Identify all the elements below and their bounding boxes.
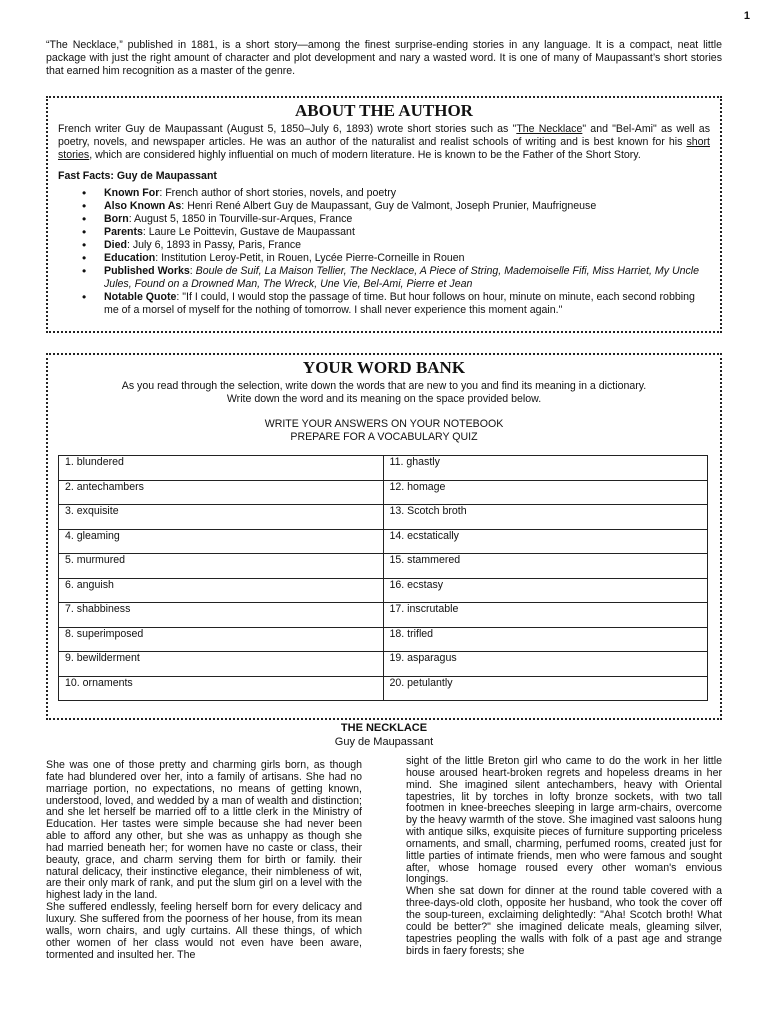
word-cell: 6. anguish: [59, 578, 384, 603]
page-number: 1: [743, 10, 750, 22]
word-cell: 15. stammered: [383, 554, 708, 579]
instructions-line-1: As you read through the selection, write down the words that are new to you and find its meaning in a dictionary.: [121, 380, 647, 392]
fact-value: July 6, 1893 in Passy, Paris, France: [132, 239, 302, 251]
notice-line-2: PREPARE FOR A VOCABULARY QUIZ: [290, 431, 478, 443]
story-author: Guy de Maupassant: [334, 736, 434, 748]
table-row: [59, 603, 708, 628]
word-cell: 20. petulantly: [383, 676, 708, 701]
word-cell: 12. homage: [383, 480, 708, 505]
fact-separator: :: [142, 226, 149, 238]
word-cell: 9. bewilderment: [59, 652, 384, 677]
word-bank-instructions: [58, 380, 710, 406]
instructions-line-2: Write down the word and its meaning on the space provided below.: [226, 393, 542, 405]
story-paragraph: sight of the little Breton girl who came to do the work in her little house aroused heart-broken regrets and hopeless dreams in her mind. She imagined silent antechambers, heavy with Oriental tapestries, lit by torches in lofty bronze sockets, with two tall footmen in knee-breeches sleeping in large arm-chairs, overcome by the heavy warmth of the stove. She imagined vast saloons hung with antique silks, exquisite pieces of furniture supporting priceless ornaments, and small, charming, perfumed rooms, created just for little parties of intimate friends, men who were famous and sought after, whose homage roused every other woman's envious longings.: [406, 755, 722, 886]
word-cell: 2. antechambers: [59, 480, 384, 505]
author-bio: [58, 123, 710, 162]
word-cell: 11. ghastly: [383, 456, 708, 481]
fact-separator: :: [189, 265, 196, 277]
fact-value: French author of short stories, novels, and poetry: [165, 187, 397, 199]
table-row: [59, 456, 708, 481]
fact-value: Institution Leroy-Petit, in Rouen, Lycée Pierre-Corneille in Rouen: [161, 252, 465, 264]
word-cell: 19. asparagus: [383, 652, 708, 677]
table-row: [59, 652, 708, 677]
fact-item: [104, 252, 710, 265]
fact-separator: :: [181, 200, 188, 212]
word-cell: 7. shabbiness: [59, 603, 384, 628]
word-cell: 13. Scotch broth: [383, 505, 708, 530]
word-cell: 1. blundered: [59, 456, 384, 481]
fact-separator: :: [128, 213, 135, 225]
fact-label: Born: [104, 213, 129, 225]
story-title: THE NECKLACE: [340, 722, 428, 734]
fact-item: [104, 200, 710, 213]
fact-label: Parents: [104, 226, 143, 238]
fact-label: Died: [104, 239, 127, 251]
fact-label: Education: [104, 252, 156, 264]
word-cell: 14. ecstatically: [383, 529, 708, 554]
about-author-title: ABOUT THE AUTHOR: [295, 101, 473, 120]
word-bank-table: [58, 455, 708, 701]
fact-item: [104, 239, 710, 252]
word-cell: 8. superimposed: [59, 627, 384, 652]
author-bio-text-a: French writer Guy de Maupassant (August 5, 1850–July 6, 1893) wrote short stories such as ": [58, 123, 517, 135]
word-cell: 18. trifled: [383, 627, 708, 652]
link-short-stories[interactable]: short stories: [58, 136, 710, 161]
intro-paragraph: “The Necklace,” published in 1881, is a short story—among the finest surprise-ending stories in any language. It is a compact, neat little package with just the right amount of character and plot development and nary a wasted word. It is one of many of Maupassant’s short stories that earned him recognition as a master of the genre.: [46, 39, 722, 77]
fact-value: Laure Le Poittevin, Gustave de Maupassant: [148, 226, 355, 238]
word-cell: 17. inscrutable: [383, 603, 708, 628]
story-paragraph: When she sat down for dinner at the round table covered with a three-days-old cloth, opposite her husband, who took the cover off the soup-tureen, exclaiming delightedly: "Aha! Scotch broth! What could be better?" she imagined delicate meals, gleaming silver, tapestries peopling the walls with folk of a past age and strange birds in faery forests; she: [406, 885, 722, 957]
word-bank-box: [46, 353, 722, 720]
fact-item: [104, 213, 710, 226]
fact-separator: :: [126, 239, 133, 251]
fast-facts-list: [58, 187, 710, 317]
notice-line-1: WRITE YOUR ANSWERS ON YOUR NOTEBOOK: [264, 418, 504, 430]
fast-facts-heading: Fast Facts: Guy de Maupassant: [58, 170, 217, 182]
fact-separator: :: [155, 252, 162, 264]
link-the-necklace[interactable]: The Necklace: [516, 123, 583, 135]
fact-separator: :: [176, 291, 183, 303]
author-bio-text-c: , which are considered highly influential on much of modern literature. He is known to be the Father of the Short Story.: [89, 149, 641, 161]
word-cell: 3. exquisite: [59, 505, 384, 530]
fact-value: Henri René Albert Guy de Maupassant, Guy de Valmont, Joseph Prunier, Maufrigneuse: [187, 200, 597, 212]
fact-value: "If I could, I would stop the passage of time. But hour follows on hour, minute on minute, each second robbing me of a morsel of myself for the nothing of tomorrow. I shall never experience this moment again.": [104, 291, 695, 316]
story-paragraph: She suffered endlessly, feeling herself born for every delicacy and luxury. She suffered from the poorness of her house, from its mean walls, worn chairs, and ugly curtains. All these things, of which other women of her class would not even have been aware, tormented and insulted her. The: [46, 901, 362, 961]
word-cell: 10. ornaments: [59, 676, 384, 701]
fact-item: [104, 187, 710, 200]
word-bank-notice: [58, 418, 710, 444]
about-author-box: [46, 96, 722, 333]
word-cell: 16. ecstasy: [383, 578, 708, 603]
story-paragraph: She was one of those pretty and charming girls born, as though fate had blundered over her, into a family of artisans. She had no marriage portion, no expectations, no means of getting known, understood, loved, and wedded by a man of wealth and distinction; and she let herself be married off to a little clerk in the Ministry of Education. Her tastes were simple because she had never been able to afford any other, but she was as unhappy as though she had married beneath her; for women have no caste or class, their beauty, grace, and charm serving them for birth or family. their natural delicacy, their instinctive elegance, their nimbleness of wit, are their only mark of rank, and put the slum girl on a level with the highest lady in the land.: [46, 759, 362, 902]
fact-item: [104, 291, 710, 317]
fact-item: [104, 226, 710, 239]
fact-label: Notable Quote: [104, 291, 177, 303]
fact-label: Known For: [104, 187, 160, 199]
word-bank-title: YOUR WORD BANK: [302, 358, 466, 377]
fact-value: August 5, 1850 in Tourville-sur-Arques, France: [134, 213, 353, 225]
fact-value: Boule de Suif, La Maison Tellier, The Necklace, A Piece of String, Mademoiselle Fifi, Miss Harriet, My Uncle Jules, Found on a Drowned Man, The Wreck, Une Vie, Bel-Ami, Pierre et Jean: [104, 265, 700, 290]
table-row: [59, 529, 708, 554]
fact-separator: :: [159, 187, 166, 199]
table-row: [59, 578, 708, 603]
word-cell: 5. murmured: [59, 554, 384, 579]
fact-label: Published Works: [104, 265, 190, 277]
table-row: [59, 480, 708, 505]
author-bio-text-b: " and "Bel-Ami" as well as poetry, novels, and newspaper articles. He was an author of the naturalist and realist schools of writing and is best known for his: [58, 123, 710, 148]
table-row: [59, 676, 708, 701]
table-row: [59, 554, 708, 579]
fact-label: Also Known As: [104, 200, 182, 212]
word-cell: 4. gleaming: [59, 529, 384, 554]
table-row: [59, 505, 708, 530]
story-column-left: [46, 760, 362, 961]
fact-item: [104, 265, 710, 291]
story-column-right: [406, 756, 722, 957]
table-row: [59, 627, 708, 652]
